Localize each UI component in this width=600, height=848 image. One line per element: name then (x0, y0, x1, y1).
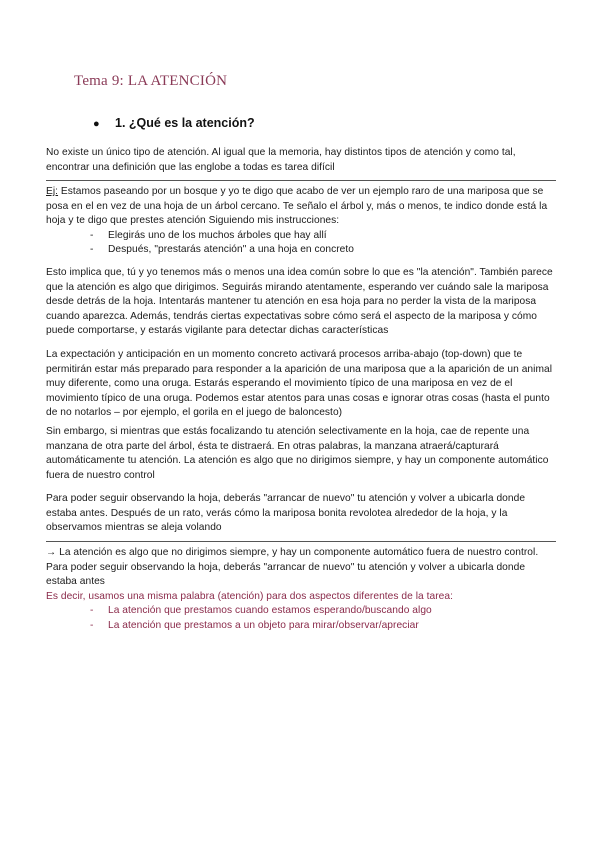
list-item: - La atención que prestamos a un objeto para mirar/observar/apreciar (90, 619, 419, 631)
divider (46, 180, 556, 181)
example-label: Ej: (46, 186, 59, 197)
divider (46, 541, 556, 542)
summary-line-1: → La atención es algo que no dirigimos siempre, y hay un componente automático fuera de nuestro control. (46, 547, 539, 558)
list-item: - Después, "prestarás atención" a una hoja en concreto (90, 244, 354, 255)
list-item: - La atención que prestamos cuando estamos esperando/buscando algo (90, 605, 432, 616)
summary-line-2: Para poder seguir observando la hoja, deberás "arrancar de nuevo" tu atención y volver a ubicarla donde estaba antes (46, 561, 526, 587)
summary-list (46, 604, 558, 633)
intro-paragraph: No existe un único tipo de atención. Al igual que la memoria, hay distintos tipos de atención y como tal, encontrar una definición que las englobe a todas es tarea difícil (46, 147, 516, 173)
page-title: Tema 9: LA ATENCIÓN (74, 73, 228, 89)
section-heading-text: 1. ¿Qué es la atención? (115, 116, 255, 130)
bullet-icon: ● (93, 118, 100, 130)
example-list (46, 229, 558, 258)
paragraph-2: La expectación y anticipación en un momento concreto activará procesos arriba-abajo (top-down) que te permitirán estar más preparado para responder a la aparición de una mariposa que a la aparición de un animal muy diferente, como una oruga. Estarás esperando el movimiento típico de una mariposa en vez de el movimiento típico de una oruga. Podemos estar atentos para unas cosas e ignorar otras cosas (hasta el punto de no notarlos – por ejemplo, el gorila en el juego de baloncesto) (46, 349, 553, 418)
example-text: Estamos paseando por un bosque y yo te digo que acabo de ver un ejemplo raro de una mariposa que se posa en el en vez de una hoja de un árbol cercano. Te señalo el árbol y, más o menos, te indico donde está la hoja y te digo que prestes atención Siguiendo mis instrucciones: (46, 186, 548, 226)
list-item: - Elegirás uno de los muchos árboles que hay allí (90, 229, 327, 241)
example-block (46, 185, 558, 258)
paragraph-1: Esto implica que, tú y yo tenemos más o menos una idea común sobre lo que es "la atención". También parece que la atención es algo que dirigimos. Seguirás mirando atentamente, esperando ver cuándo sale la mariposa desde detrás de la hoja. Intentarás mantener tu atención en esa hoja para no perder la vista de la mariposa cuando aparezca. Además, tendrás ciertas expectativas sobre cómo será el aspecto de la mariposa y cómo puede comportarse, y estarás vigilante para detectar dichas características (46, 267, 553, 336)
summary-highlight: Es decir, usamos una misma palabra (atención) para dos aspectos diferentes de la tarea: (46, 590, 453, 602)
paragraph-4: Para poder seguir observando la hoja, deberás "arrancar de nuevo" tu atención y volver a ubicarla donde estaba antes. Después de un rato, verás cómo la mariposa bonita revolotea alrededor de la hoja, y la observamos mientras se aleja volando (46, 493, 526, 533)
section-heading (93, 116, 255, 130)
summary-block (46, 546, 558, 633)
paragraph-3: Sin embargo, si mientras que estás focalizando tu atención selectivamente en la hoja, cae de repente una manzana de otra parte del árbol, ésta te distraerá. En otras palabras, la manzana atraerá/capturará automáticamente tu atención. La atención es algo que no dirigimos siempre, y hay un componente automático fuera de nuestro control (46, 426, 549, 481)
